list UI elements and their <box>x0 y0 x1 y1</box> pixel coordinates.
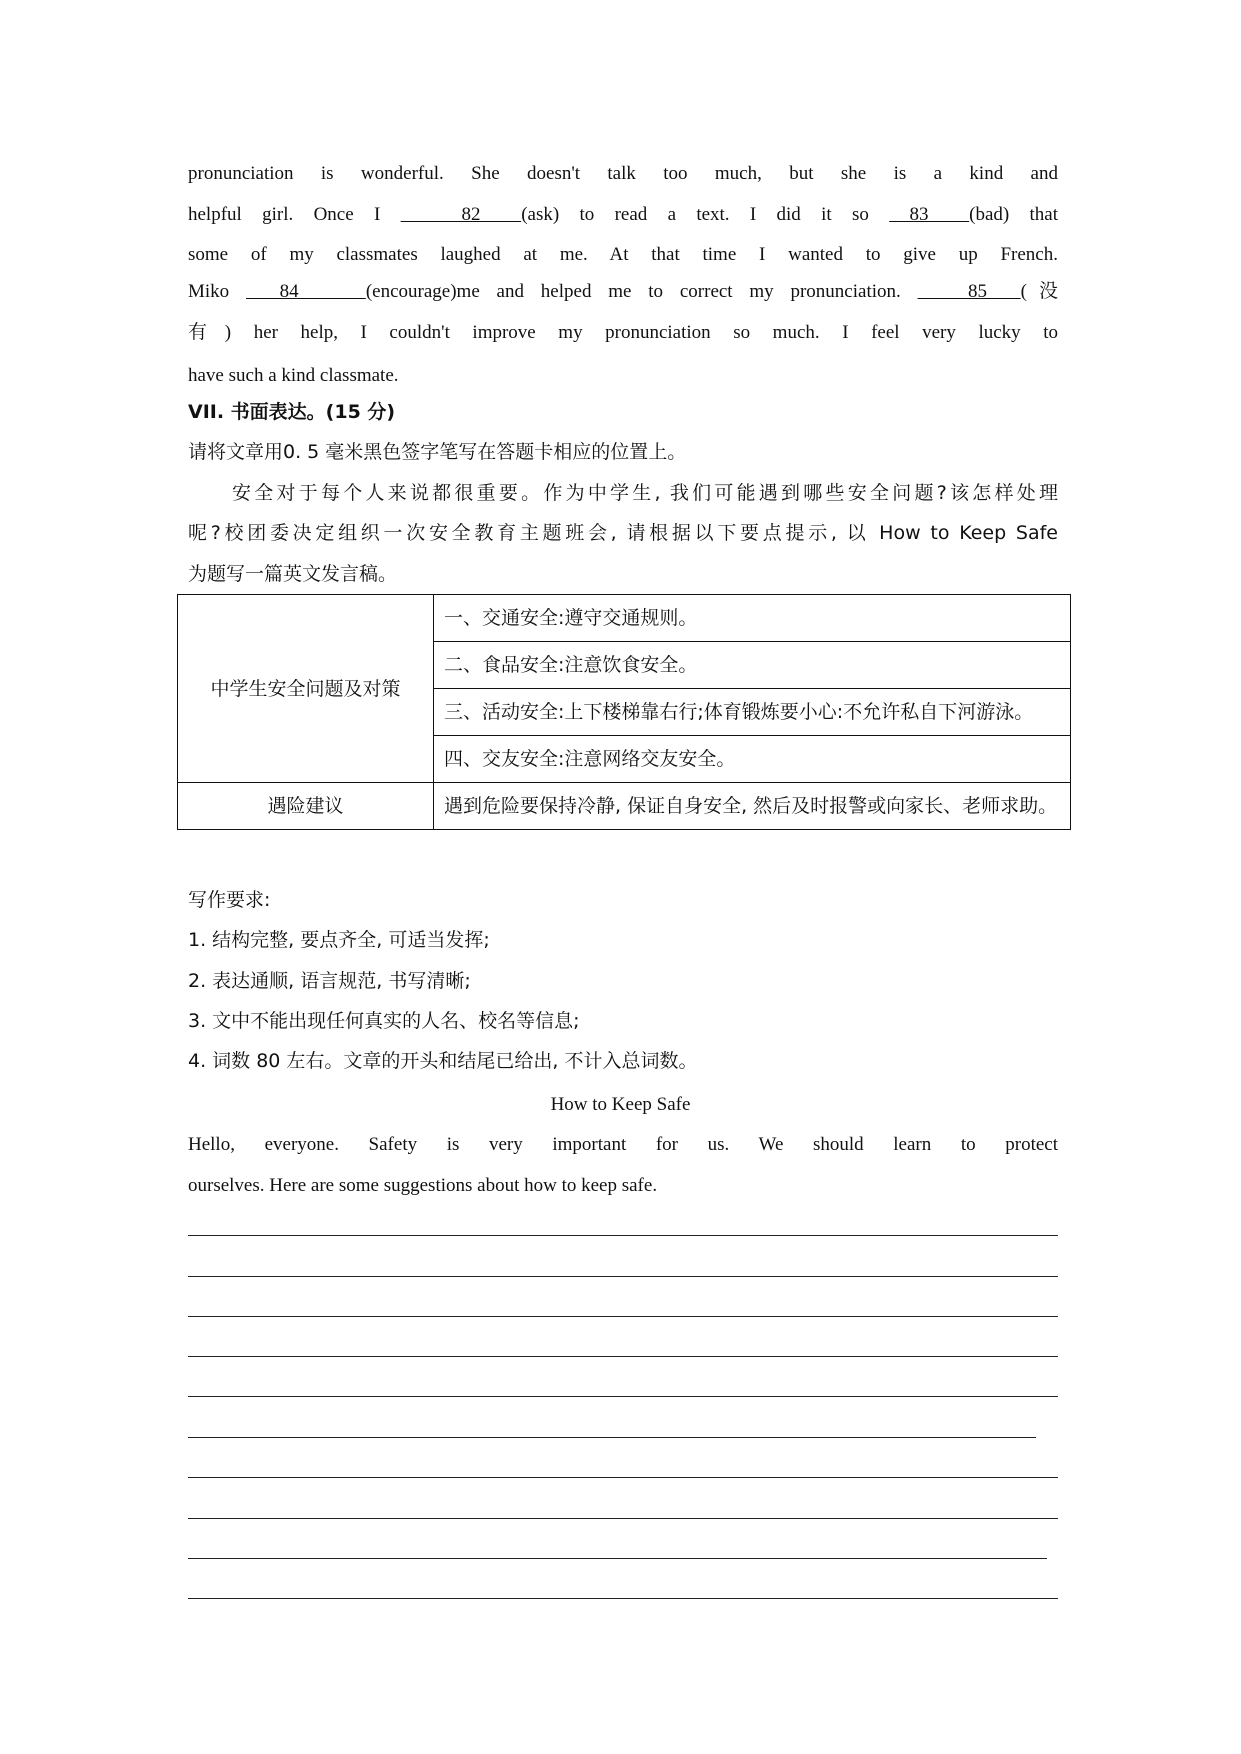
blank-82: 82 <box>400 204 522 225</box>
passage-line <box>188 280 1058 304</box>
table-cell: 二、食品安全:注意饮食安全。 <box>434 642 1071 689</box>
table-row <box>178 783 1071 830</box>
passage-line: pronunciation is wonderful. She doesn't talk too much, but she is a kind and <box>188 163 1058 184</box>
blank-84: 84 <box>245 281 366 302</box>
text: (ask) to read a text. I did it so <box>521 204 890 225</box>
text: (bad) that <box>969 204 1059 225</box>
writing-line[interactable] <box>188 1598 1058 1599</box>
writing-line[interactable] <box>188 1316 1058 1317</box>
writing-line[interactable] <box>188 1356 1058 1357</box>
writing-line[interactable] <box>188 1396 1058 1397</box>
prompt-line: 呢?校团委决定组织一次安全教育主题班会, 请根据以下要点提示, 以 How to Keep Safe <box>188 522 1058 544</box>
passage-line: some of my classmates laughed at me. At that time I wanted to give up French. <box>188 244 1058 265</box>
instruction: 请将文章用0. 5 毫米黑色签字笔写在答题卡相应的位置上。 <box>188 441 687 463</box>
table-cell: 遇到危险要保持冷静, 保证自身安全, 然后及时报警或向家长、老师求助。 <box>434 783 1071 830</box>
table-row <box>178 595 1071 642</box>
requirement-item: 1. 结构完整, 要点齐全, 可适当发挥; <box>188 929 490 951</box>
prompt-line: 为题写一篇英文发言稿。 <box>188 563 398 585</box>
writing-line[interactable] <box>188 1276 1058 1277</box>
requirements-heading: 写作要求: <box>188 889 271 911</box>
passage-line <box>188 203 1058 227</box>
blank-85: 85 <box>917 281 1021 302</box>
table-cell: 三、活动安全:上下楼梯靠右行;体育锻炼要小心:不允许私自下河游泳。 <box>434 689 1071 736</box>
text: helpful girl. Once I <box>188 204 401 225</box>
text: (encourage)me and helped me to correct my pronunciation. <box>365 281 918 302</box>
text: (没 <box>1020 281 1059 302</box>
points-table <box>177 594 1071 830</box>
prompt-line: 安全对于每个人来说都很重要。作为中学生, 我们可能遇到哪些安全问题?该怎样处理 <box>232 482 1058 504</box>
writing-line[interactable] <box>188 1477 1058 1478</box>
essay-title: How to Keep Safe <box>550 1094 691 1115</box>
requirement-item: 4. 词数 80 左右。文章的开头和结尾已给出, 不计入总词数。 <box>188 1050 698 1072</box>
passage-line: have such a kind classmate. <box>188 365 399 386</box>
writing-line[interactable] <box>188 1235 1058 1236</box>
essay-opening-line: Hello, everyone. Safety is very important for us. We should learn to protect <box>188 1134 1058 1155</box>
writing-line[interactable] <box>188 1558 1047 1559</box>
blank-83: 83 <box>889 204 970 225</box>
essay-opening-line: ourselves. Here are some suggestions about how to keep safe. <box>188 1175 658 1196</box>
writing-line[interactable] <box>188 1437 1036 1438</box>
table-cell: 一、交通安全:遵守交通规则。 <box>434 595 1071 642</box>
table-label: 中学生安全问题及对策 <box>178 595 434 783</box>
writing-line[interactable] <box>188 1518 1058 1519</box>
table-label: 遇险建议 <box>178 783 434 830</box>
text: Miko <box>188 281 246 302</box>
table-cell: 四、交友安全:注意网络交友安全。 <box>434 736 1071 783</box>
section-heading: VII. 书面表达。(15 分) <box>188 401 396 423</box>
requirement-item: 3. 文中不能出现任何真实的人名、校名等信息; <box>188 1010 580 1032</box>
requirement-item: 2. 表达通顺, 语言规范, 书写清晰; <box>188 970 471 992</box>
passage-line: 有) her help, I couldn't improve my pronunciation so much. I feel very lucky to <box>188 322 1058 343</box>
